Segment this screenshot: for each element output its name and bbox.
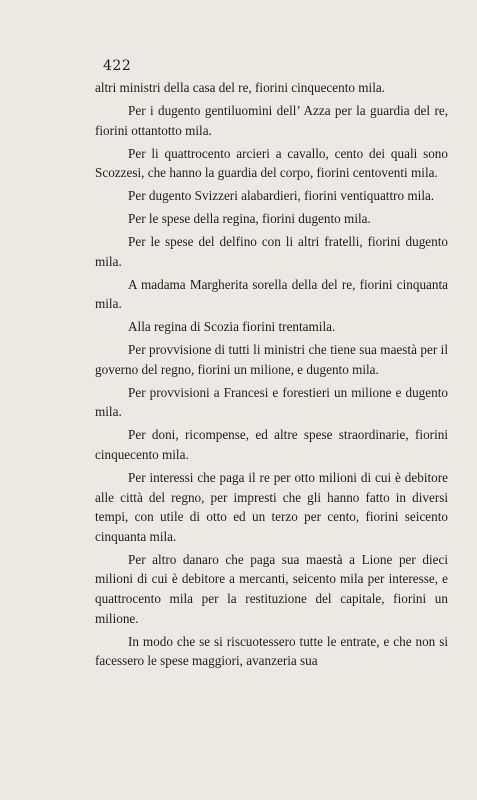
page-number: 422 [103, 58, 132, 74]
paragraph-7: A madama Margherita sorella della del re, fiorini cinquanta mila. [95, 276, 448, 312]
paragraph-1: altri ministri della casa del re, fiorini cinquecento mila. [95, 80, 386, 95]
paragraph-14: In modo che se si riscuotessero tutte le entrate, e che non si facessero le spese maggiori, avanzeria sua [95, 633, 448, 669]
paragraph-5: Per le spese della regina, fiorini dugento mila. [128, 211, 371, 227]
paragraph-8: Alla regina di Scozia fiorini trentamila. [128, 319, 336, 335]
paragraph-12: Per interessi che paga il re per otto milioni di cui è debitore alle città del regno, per impresti che gli hanno fatto in diversi tempi, con utile di otto ed un terzo per cento, fiorini seicento cinquanta mila. [95, 469, 448, 544]
paragraph-10: Per provvisioni a Francesi e forestieri un milione e dugento mila. [95, 384, 448, 420]
paragraph-2: Per i dugento gentiluomini dell’ Azza per la guardia del re, fiorini ottantotto mila. [95, 102, 448, 138]
paragraph-6: Per le spese del delfino con li altri fratelli, fiorini dugento mila. [95, 234, 448, 269]
body-text [95, 78, 448, 674]
paragraph-4: Per dugento Svizzeri alabardieri, fiorini ventiquattro mila. [128, 188, 435, 204]
paragraph-9: Per provvisione di tutti li ministri che tiene sua maestà per il governo del regno, fiorini un milione, e dugento mila. [95, 342, 448, 377]
paragraph-3: Per li quattrocento arcieri a cavallo, cento dei quali sono Scozzesi, che hanno la guardia del corpo, fiorini centoventi mila. [95, 145, 448, 181]
paragraph-13: Per altro danaro che paga sua maestà a Lione per dieci milioni di cui è debitore a mercanti, seicento mila per interesse, e quattrocento mila per la restituzione del capitale, fiorini un milione. [95, 551, 448, 626]
paragraph-11: Per doni, ricompense, ed altre spese straordinarie, fiorini cinquecento mila. [95, 427, 448, 462]
